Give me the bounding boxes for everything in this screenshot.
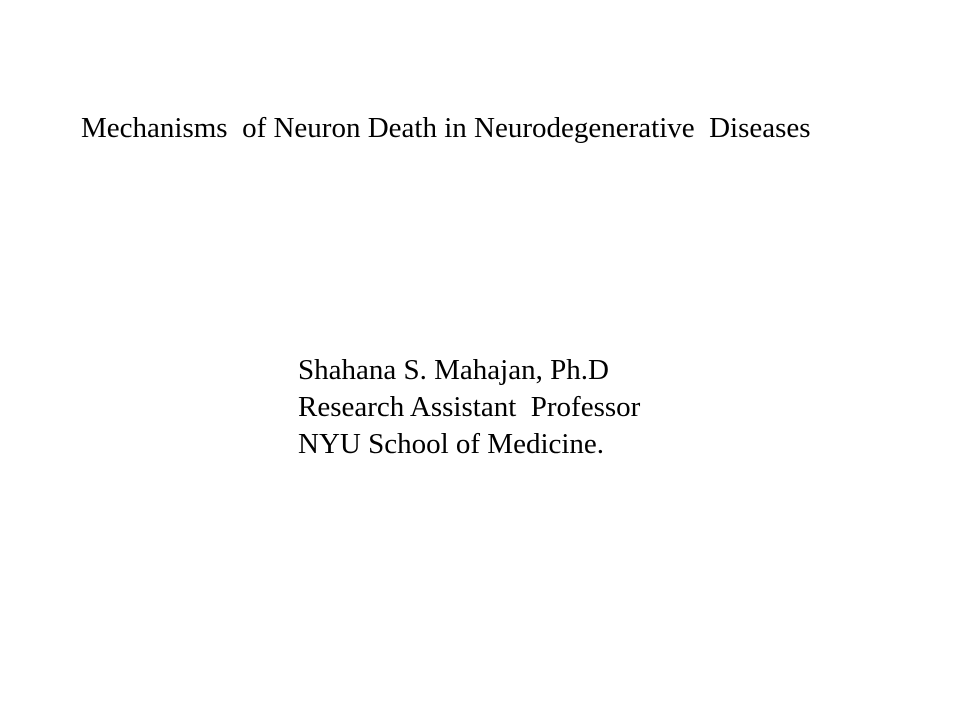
slide-title: Mechanisms of Neuron Death in Neurodegenerative Diseases	[81, 112, 811, 144]
author-institution: NYU School of Medicine.	[298, 428, 605, 460]
author-info	[298, 352, 640, 463]
author-position: Research Assistant Professor	[298, 391, 641, 423]
author-name: Shahana S. Mahajan, Ph.D	[298, 354, 609, 386]
